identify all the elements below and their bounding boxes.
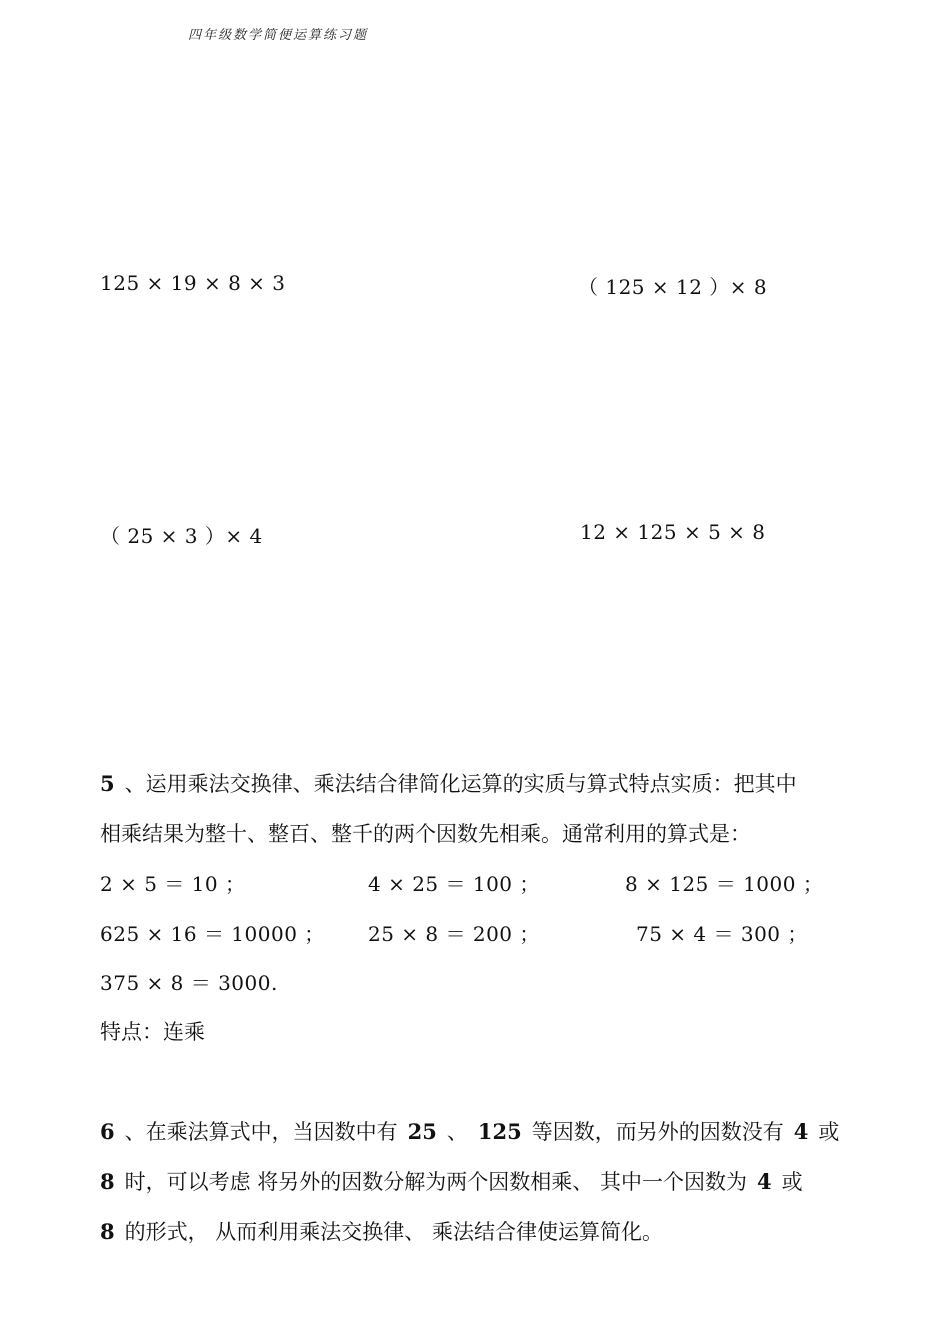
section-6-text: 或 xyxy=(818,1120,840,1144)
number-4: 4 xyxy=(793,1119,809,1144)
feature-text: 特点：连乘 xyxy=(100,1020,205,1044)
exercise-2: （ 125 × 12 ）× 8 xyxy=(578,275,768,299)
section-5-line-1 xyxy=(100,768,797,798)
page-header-title: 四年级数学简便运算练习题 xyxy=(188,28,369,43)
formula-6: 75 × 4 ＝ 300 ； xyxy=(636,922,808,946)
number-8: 8 xyxy=(100,1169,115,1194)
section-6-text: 的形式， 从而利用乘法交换律、 乘法结合律使运算简化。 xyxy=(124,1220,663,1244)
formula-1: 2 × 5 ＝ 10 ； xyxy=(100,872,246,896)
number-125: 125 xyxy=(477,1119,522,1144)
section-6-text: 或 xyxy=(781,1170,803,1194)
exercise-3: （ 25 × 3 ）× 4 xyxy=(100,524,263,548)
formula-4: 625 × 16 ＝ 10000 ； xyxy=(100,922,325,946)
exercise-4: 12 × 125 × 5 × 8 xyxy=(580,520,766,544)
section-5-number: 5 xyxy=(100,771,115,796)
formula-3: 8 × 125 ＝ 1000 ； xyxy=(625,872,824,896)
number-8: 8 xyxy=(100,1219,115,1244)
number-25: 25 xyxy=(407,1119,437,1144)
section-6-number: 6 xyxy=(100,1119,115,1144)
section-5-line-2: 相乘结果为整十、整百、整千的两个因数先相乘。通常利用的算式是： xyxy=(100,822,751,846)
section-6-line-1 xyxy=(100,1116,839,1146)
section-6-text: 时，可以考虑 将另外的因数分解为两个因数相乘、 其中一个因数为 xyxy=(124,1170,747,1194)
section-5-text-1: 、运用乘法交换律、乘法结合律简化运算的实质与算式特点实质：把其中 xyxy=(124,772,797,796)
exercise-1: 125 × 19 × 8 × 3 xyxy=(100,271,286,295)
formula-7: 375 × 8 ＝ 3000. xyxy=(100,971,278,995)
number-4: 4 xyxy=(756,1169,772,1194)
section-6-text: 等因数，而另外的因数没有 xyxy=(531,1120,784,1144)
section-6-line-3 xyxy=(100,1216,663,1246)
formula-2: 4 × 25 ＝ 100 ； xyxy=(368,872,540,896)
section-6-line-2 xyxy=(100,1166,803,1196)
separator-mark: 、 xyxy=(446,1120,468,1144)
section-6-text: 、在乘法算式中，当因数中有 xyxy=(124,1120,398,1144)
formula-5: 25 × 8 ＝ 200 ； xyxy=(368,922,540,946)
